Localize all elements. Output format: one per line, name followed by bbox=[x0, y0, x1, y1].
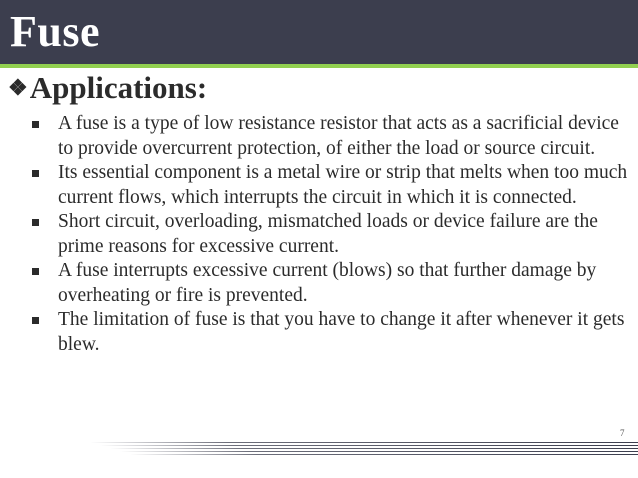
bullet-item bbox=[30, 308, 630, 357]
bullet-item bbox=[30, 161, 630, 210]
bullet-item bbox=[30, 112, 630, 161]
footer-decoration-lines bbox=[0, 440, 638, 460]
bullet-text: A fuse is a type of low resistance resistor that acts as a sacrificial device to provide overcurrent protection, of either the load or source circuit. bbox=[58, 113, 619, 159]
bullet-text: Its essential component is a metal wire or strip that melts when too much current flows, which interrupts the circuit in which it is connected. bbox=[58, 162, 628, 208]
section-heading-text: Applications: bbox=[29, 70, 208, 105]
bullet-item bbox=[30, 210, 630, 259]
bullet-text: A fuse interrupts excessive current (blows) so that further damage by overheating or fire is prevented. bbox=[58, 260, 597, 306]
square-bullet-icon bbox=[32, 268, 39, 275]
bullet-list bbox=[30, 112, 630, 357]
title-accent-line bbox=[0, 64, 638, 68]
page-number: 7 bbox=[620, 428, 625, 438]
section-heading bbox=[8, 70, 207, 106]
square-bullet-icon bbox=[32, 219, 39, 226]
square-bullet-icon bbox=[32, 170, 39, 177]
bullet-text: The limitation of fuse is that you have to change it after whenever it gets blew. bbox=[58, 309, 625, 355]
square-bullet-icon bbox=[32, 121, 39, 128]
square-bullet-icon bbox=[32, 317, 39, 324]
title-bar bbox=[0, 0, 638, 64]
diamond-bullet-icon: ❖ bbox=[8, 75, 28, 100]
bullet-item bbox=[30, 259, 630, 308]
slide-title: Fuse bbox=[10, 7, 100, 56]
bullet-text: Short circuit, overloading, mismatched loads or device failure are the prime reasons for excessive current. bbox=[58, 211, 598, 257]
